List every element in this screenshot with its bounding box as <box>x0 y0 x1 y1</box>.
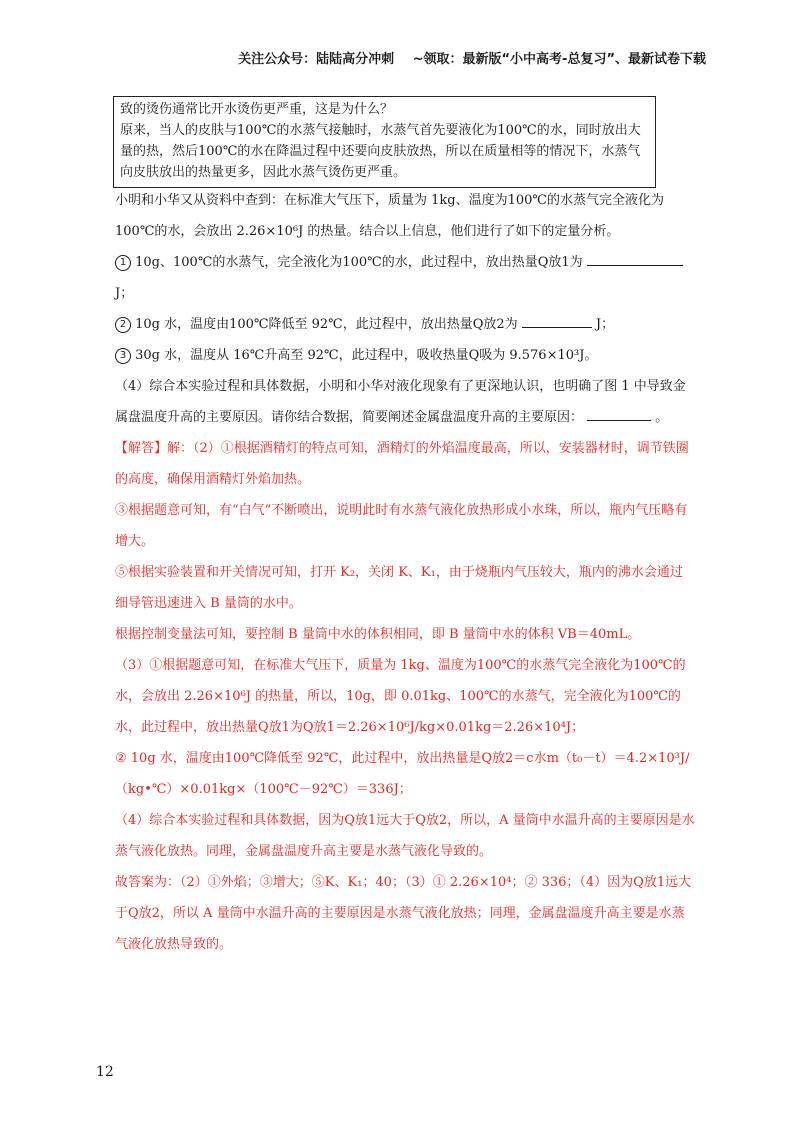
circled-number-3: 3 <box>115 348 131 364</box>
question-2 <box>115 309 695 340</box>
header-account: 关注公众号：陆陆高分冲刺 <box>238 52 395 67</box>
circled-number-2: 2 <box>115 317 131 333</box>
solution-line: （3）①根据题意可知，在标准大气压下，质量为 1kg、温度为100℃的水蒸气完全液化为100℃的水，会放出 2.26×10⁶J 的热量，所以，10g，即 0.01kg、100℃的水蒸气，完全液化为100℃的水，此过程中，放出热量Q放1为Q放1＝2.26×10⁶J/kg×0.01kg＝2.26×10⁴J； <box>115 658 686 735</box>
info-box <box>113 96 656 188</box>
solution-section <box>115 433 695 960</box>
solution-line: ③根据题意可知，有“白气”不断喷出，说明此时有水蒸气液化放热形成小水珠，所以，瓶内气压略有增大。 <box>115 503 688 549</box>
answer-blank-4[interactable] <box>587 408 651 421</box>
page-number: 12 <box>96 1064 114 1080</box>
question-4-text: （4）综合本实验过程和具体数据，小明和小华对液化现象有了更深地认识，也明确了图 1 中导致金属盘温度升高的主要原因。请你结合数据，简要阐述金属盘温度升高的主要原因： <box>115 379 686 425</box>
header-promo: ~领取：最新版“小中高考-总复习”、最新试卷下载 <box>412 52 706 67</box>
question-4-end: 。 <box>655 410 669 425</box>
question-1 <box>115 247 695 309</box>
circled-number-1: 1 <box>115 255 131 271</box>
question-4 <box>115 371 695 433</box>
final-answer: 故答案为：（2）①外焰；③增大；⑤K、K₁；40；（3）① 2.26×10⁴；② 336；（4）因为Q放1远大于Q放2，所以 A 量筒中水温升高的主要原因是水蒸气液化放热；同理，金属盘温度升高主要是水蒸气液化放热导致的。 <box>115 875 692 952</box>
info-box-question: 致的烫伤通常比开水烫伤更严重，这是为什么？ <box>120 102 394 117</box>
question-1-unit: J； <box>115 286 134 301</box>
question-2-text: 10g 水，温度由100℃降低至 92℃，此过程中，放出热量Q放2为 <box>135 317 518 332</box>
solution-line: （4）综合本实验过程和具体数据，因为Q放1远大于Q放2，所以，A 量筒中水温升高的主要原因是水蒸气液化放热。同理，金属盘温度升高主要是水蒸气液化导致的。 <box>115 813 695 859</box>
question-3 <box>115 340 695 371</box>
question-3-text: 30g 水，温度从 16℃升高至 92℃，此过程中，吸收热量Q吸为 9.576×10³J。 <box>135 348 598 363</box>
page-header <box>224 48 706 67</box>
solution-line: 【解答】解：（2）①根据酒精灯的特点可知，酒精灯的外焰温度最高，所以，安装器材时，调节铁圈的高度，确保用酒精灯外焰加热。 <box>115 441 689 487</box>
solution-line: 根据控制变量法可知，要控制 B 量筒中水的体积相同，即 B 量筒中水的体积 VB＝40mL。 <box>115 627 641 642</box>
solution-line: ⑤根据实验装置和开关情况可知，打开 K₂，关闭 K、K₁，由于烧瓶内气压较大，瓶内的沸水会通过细导管迅速进入 B 量筒的水中。 <box>115 565 683 611</box>
answer-blank-1[interactable] <box>587 253 683 266</box>
solution-label: 【解答】 <box>115 441 168 456</box>
question-content <box>115 185 695 960</box>
solution-line: ② 10g 水，温度由100℃降低至 92℃，此过程中，放出热量是Q放2＝c水m（t₀－t）＝4.2×10³J/（kg•℃）×0.01kg×（100℃－92℃）＝336J； <box>115 751 690 797</box>
intro-paragraph: 小明和小华又从资料中查到：在标准大气压下，质量为 1kg、温度为100℃的水蒸气完全液化为100℃的水，会放出 2.26×10⁶J 的热量。结合以上信息，他们进行了如下的定量分析。 <box>115 193 664 239</box>
info-box-answer: 原来，当人的皮肤与100℃的水蒸气接触时，水蒸气首先要液化为100℃的水，同时放出大量的热，然后100℃的水在降温过程中还要向皮肤放热，所以在质量相等的情况下，水蒸气向皮肤放出的热量更多，因此水蒸气烫伤更严重。 <box>120 123 641 180</box>
answer-blank-2[interactable] <box>522 315 592 328</box>
question-2-unit: J； <box>595 317 615 332</box>
question-1-text: 10g、100℃的水蒸气，完全液化为100℃的水，此过程中，放出热量Q放1为 <box>135 255 583 270</box>
